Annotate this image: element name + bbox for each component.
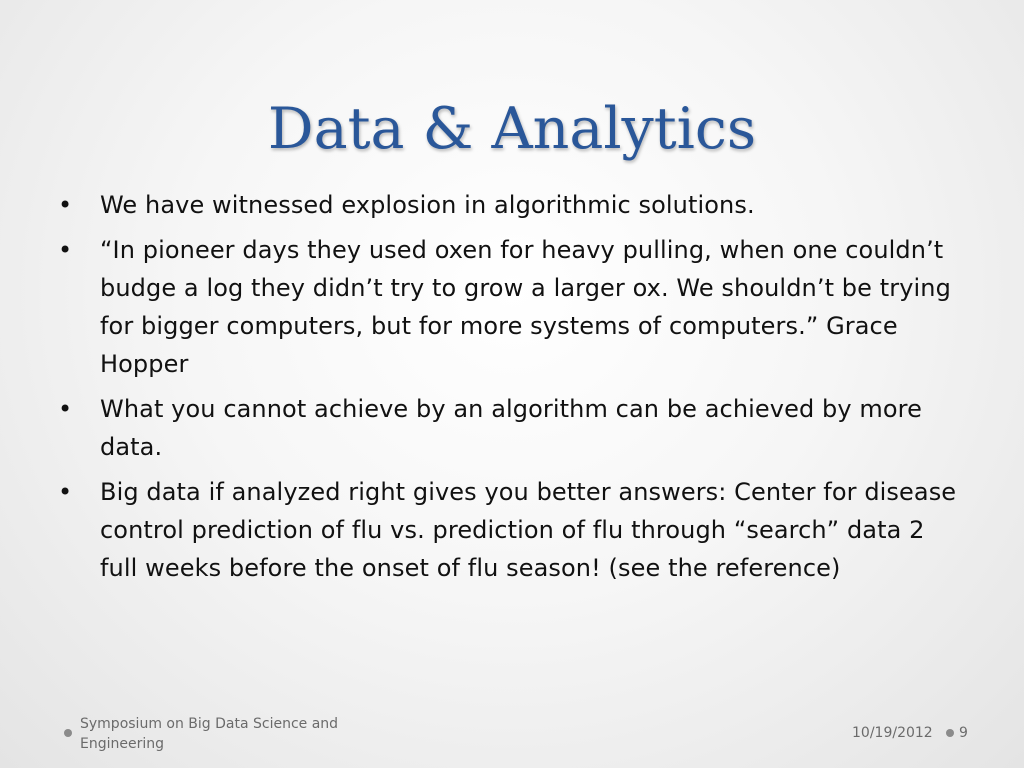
bullet-item-algorithmic-solutions: [58, 186, 958, 224]
footer-left-dot-icon: [64, 729, 72, 737]
footer-right-dot-icon: [946, 729, 954, 737]
bullet-item-flu-prediction: [58, 473, 958, 587]
bullet-text: What you cannot achieve by an algorithm can be achieved by more data.: [100, 395, 922, 461]
bullet-text: We have witnessed explosion in algorithmic solutions.: [100, 191, 755, 219]
footer-date: 10/19/2012: [852, 725, 933, 741]
slide-footer: [0, 712, 1024, 756]
bullet-dot-icon: •: [58, 191, 73, 219]
bullet-item-grace-hopper-quote: [58, 231, 958, 383]
bullet-item-more-data: [58, 390, 958, 466]
bullet-dot-icon: •: [58, 478, 73, 506]
bullet-dot-icon: •: [58, 395, 73, 423]
slide-title: Data & Analytics: [267, 96, 757, 162]
footer-page-number: 9: [959, 725, 968, 741]
bullet-list: [58, 186, 958, 594]
bullet-text: “In pioneer days they used oxen for heavy pulling, when one couldn’t budge a log they didn’t try to grow a larger ox. We shouldn’t be trying for bigger computers, but for more systems of computers.” Grace Hopper: [100, 236, 951, 378]
footer-event-name: Symposium on Big Data Science and Engineering: [80, 716, 339, 752]
bullet-text: Big data if analyzed right gives you better answers: Center for disease control prediction of flu vs. prediction of flu through “search” data 2 full weeks before the onset of flu season! (see the reference): [100, 478, 957, 582]
bullet-dot-icon: •: [58, 236, 73, 264]
